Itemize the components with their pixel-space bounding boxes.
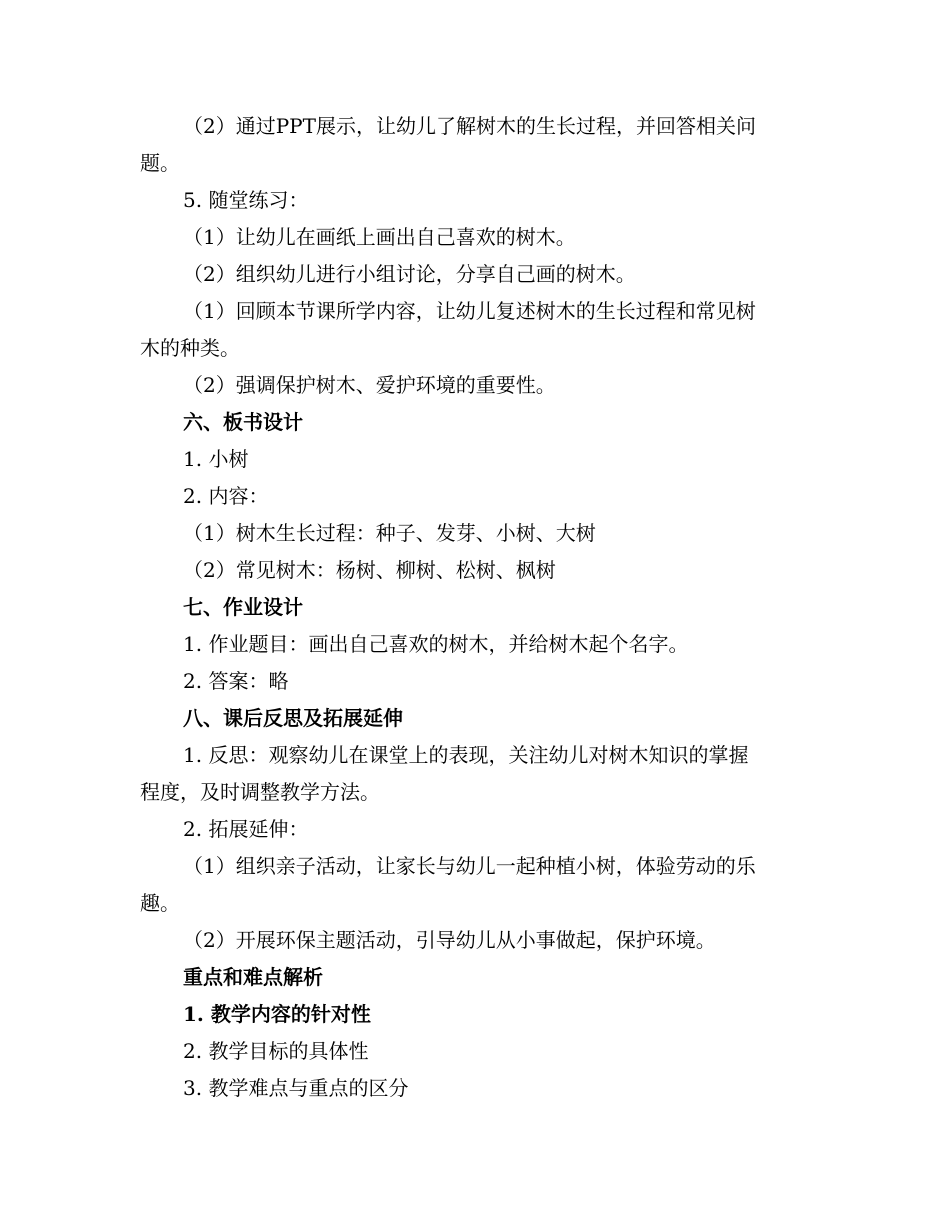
- section-heading: 六、板书设计: [183, 410, 303, 434]
- paragraph-line: 题。: [140, 151, 180, 175]
- section-heading: 八、课后反思及拓展延伸: [183, 706, 403, 730]
- section-heading: 七、作业设计: [183, 595, 303, 619]
- document-page: [140, 108, 810, 1107]
- paragraph-line: （2）通过PPT展示，让幼儿了解树木的生长过程，并回答相关问: [183, 114, 756, 138]
- list-item: （1）让幼儿在画纸上画出自己喜欢的树木。: [183, 225, 576, 249]
- paragraph-line: 木的种类。: [140, 336, 240, 360]
- list-item: （2）组织幼儿进行小组讨论，分享自己画的树木。: [183, 262, 636, 286]
- paragraph-line: 趣。: [140, 891, 180, 915]
- list-item: 5. 随堂练习：: [183, 188, 309, 212]
- list-item: 2. 教学目标的具体性: [183, 1039, 369, 1063]
- list-item: （2）开展环保主题活动，引导幼儿从小事做起，保护环境。: [183, 928, 716, 952]
- list-item: 2. 答案：略: [183, 669, 289, 693]
- list-item: 2. 内容：: [183, 484, 269, 508]
- section-heading: 重点和难点解析: [183, 965, 323, 989]
- list-item: （1）回顾本节课所学内容，让幼儿复述树木的生长过程和常见树: [183, 299, 756, 323]
- list-item: 1. 小树: [183, 447, 249, 471]
- list-item: （1）组织亲子活动，让家长与幼儿一起种植小树，体验劳动的乐: [183, 854, 756, 878]
- list-item: （1）树木生长过程：种子、发芽、小树、大树: [183, 521, 596, 545]
- list-item: 1. 作业题目：画出自己喜欢的树木，并给树木起个名字。: [183, 632, 689, 656]
- list-item: 1. 反思：观察幼儿在课堂上的表现，关注幼儿对树木知识的掌握: [183, 743, 749, 767]
- list-item: 3. 教学难点与重点的区分: [183, 1076, 409, 1100]
- list-item: （2）常见树木：杨树、柳树、松树、枫树: [183, 558, 556, 582]
- list-item: （2）强调保护树木、爱护环境的重要性。: [183, 373, 556, 397]
- list-item: 1. 教学内容的针对性: [183, 1002, 371, 1026]
- paragraph-line: 程度，及时调整教学方法。: [140, 780, 380, 804]
- list-item: 2. 拓展延伸：: [183, 817, 309, 841]
